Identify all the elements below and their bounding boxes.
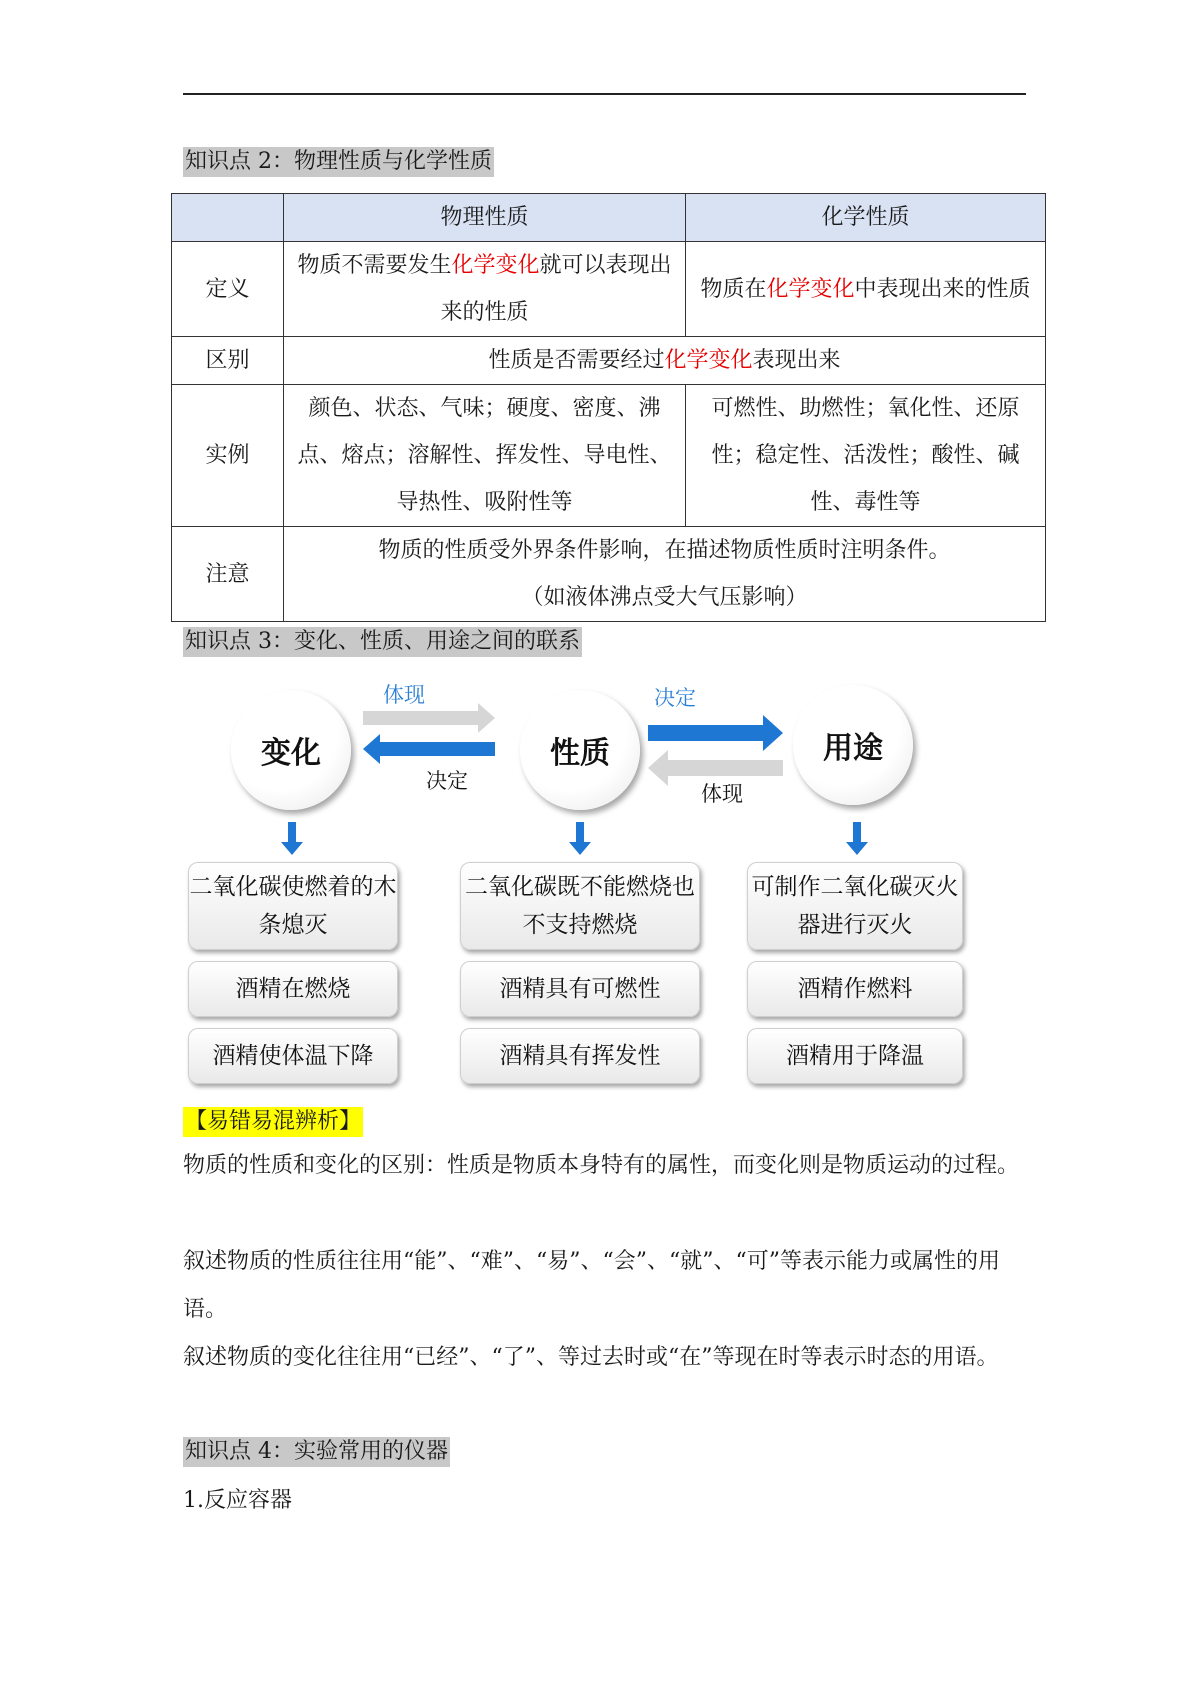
table-header-empty <box>172 194 284 242</box>
box-property-1: 二氧化碳既不能燃烧也不支持燃烧 <box>460 862 700 950</box>
box-property-2: 酒精具有可燃性 <box>460 961 700 1017</box>
note-text <box>284 527 1046 622</box>
confusion-paragraph-1: 物质的性质和变化的区别：性质是物质本身特有的属性，而变化则是物质运动的过程。 <box>183 1153 1020 1178</box>
down-arrow-3 <box>846 822 868 855</box>
text-run: 物质在 <box>700 276 767 302</box>
kp4-item-1: 1.反应容器 <box>183 1488 292 1513</box>
box-use-3: 酒精用于降温 <box>747 1028 963 1084</box>
arrow-decide-2 <box>648 715 783 751</box>
confusion-paragraph-3: 叙述物质的变化往往用“已经”、“了”、等过去时或“在”等现在时等表示时态的用语。 <box>183 1345 999 1370</box>
box-change-2: 酒精在燃烧 <box>188 961 398 1017</box>
label-decide-1: 决定 <box>426 769 468 793</box>
kp2-heading: 知识点 2：物理性质与化学性质 <box>183 147 494 177</box>
row-label-note: 注意 <box>172 527 284 622</box>
highlight-chemical-change: 化学变化 <box>766 276 855 302</box>
down-arrow-1 <box>281 822 303 855</box>
box-use-2: 酒精作燃料 <box>747 961 963 1017</box>
label-embody-2: 体现 <box>701 782 743 806</box>
header-rule <box>183 93 1026 95</box>
box-change-3: 酒精使体温下降 <box>188 1028 398 1084</box>
circle-property: 性质 <box>520 690 640 810</box>
box-change-1: 二氧化碳使燃着的木条熄灭 <box>188 862 398 950</box>
properties-table <box>171 193 1046 622</box>
circle-use: 用途 <box>793 685 913 805</box>
text-run: 性质是否需要经过 <box>488 348 665 373</box>
examples-chemical: 可燃性、助燃性；氧化性、还原性；稳定性、活泼性；酸性、碱性、毒性等 <box>686 385 1046 527</box>
difference-text <box>284 337 1046 385</box>
table-header-row <box>172 194 1046 242</box>
definition-chemical <box>686 242 1046 337</box>
highlight-chemical-change: 化学变化 <box>451 253 540 278</box>
text-run: 物质不需要发生 <box>297 253 452 278</box>
row-label-definition: 定义 <box>172 242 284 337</box>
confusion-paragraph-2: 叙述物质的性质往往用“能”、“难”、“易”、“会”、“就”、“可”等表示能力或属性的用语。 <box>183 1249 1000 1322</box>
table-row-difference <box>172 337 1046 385</box>
table-row-definition <box>172 242 1046 337</box>
table-row-note <box>172 527 1046 622</box>
confusion-heading: 【易错易混辨析】 <box>183 1107 363 1137</box>
change-property-use-diagram <box>183 665 1003 1095</box>
note-line-1: 物质的性质受外界条件影响，在描述物质性质时注明条件。 <box>378 538 951 563</box>
text-run: 中表现出来的性质 <box>854 276 1031 302</box>
table-header-chemical: 化学性质 <box>686 194 1046 242</box>
arrow-decide-1 <box>363 734 495 764</box>
examples-physical: 颜色、状态、气味；硬度、密度、沸点、熔点；溶解性、挥发性、导电性、导热性、吸附性等 <box>284 385 686 527</box>
row-label-difference: 区别 <box>172 337 284 385</box>
down-arrow-2 <box>569 822 591 855</box>
label-decide-2: 决定 <box>654 686 696 710</box>
row-label-examples: 实例 <box>172 385 284 527</box>
highlight-chemical-change: 化学变化 <box>664 348 753 373</box>
note-line-2: （如液体沸点受大气压影响） <box>521 585 808 610</box>
definition-physical <box>284 242 686 337</box>
table-header-physical: 物理性质 <box>284 194 686 242</box>
table-row-examples <box>172 385 1046 527</box>
circle-change: 变化 <box>231 690 351 810</box>
text-run: 就可以表现出来的性质 <box>440 253 672 325</box>
kp3-heading: 知识点 3：变化、性质、用途之间的联系 <box>183 627 582 657</box>
box-use-1: 可制作二氧化碳灭火器进行灭火 <box>747 862 963 950</box>
kp4-heading: 知识点 4：实验常用的仪器 <box>183 1437 450 1467</box>
text-run: 表现出来 <box>752 348 841 373</box>
box-property-3: 酒精具有挥发性 <box>460 1028 700 1084</box>
label-embody-1: 体现 <box>383 683 425 707</box>
